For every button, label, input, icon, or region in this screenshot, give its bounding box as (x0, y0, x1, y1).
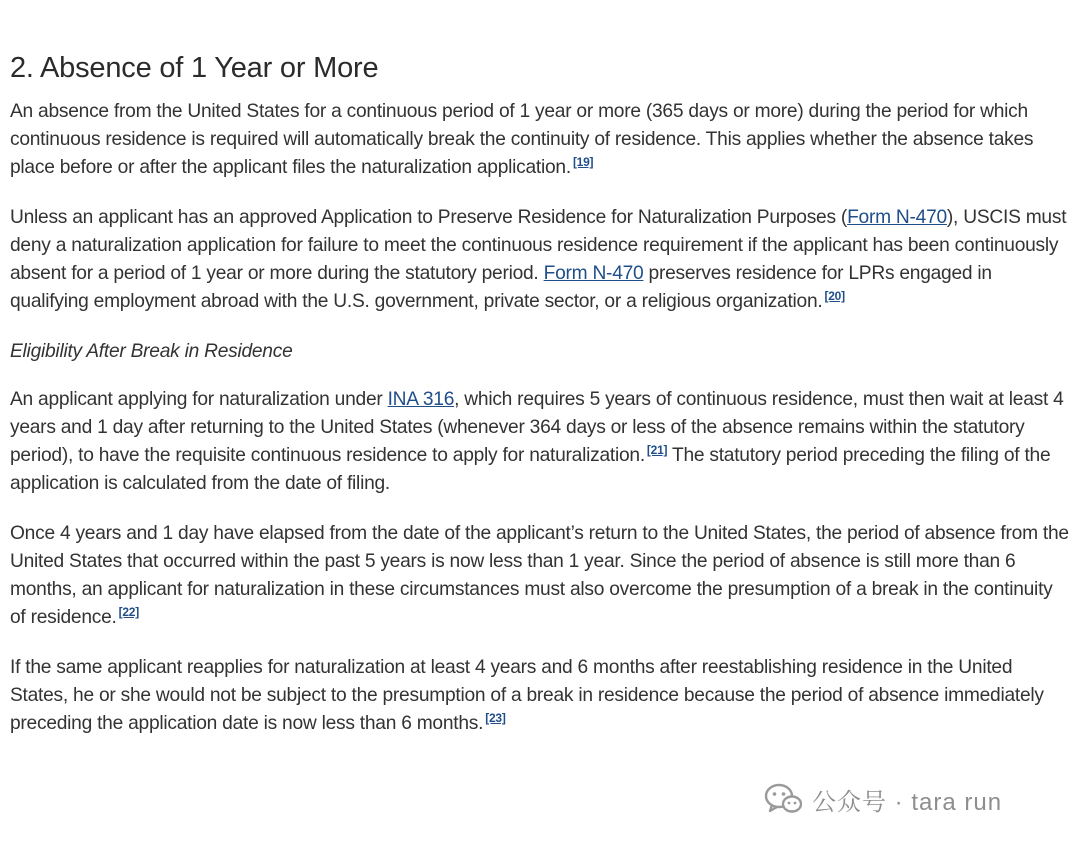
paragraph-ina-316 (10, 386, 1072, 498)
form-n470-link[interactable]: Form N-470 (847, 207, 947, 228)
paragraph-four-years-elapsed (10, 520, 1072, 632)
subheading: Eligibility After Break in Residence (10, 341, 293, 362)
paragraph-reapply (10, 654, 1072, 738)
article (10, 48, 1072, 760)
footnote-link-21[interactable]: [21] (646, 443, 668, 457)
footnote-link-23[interactable]: [23] (485, 711, 506, 725)
footnote-link-19[interactable]: [19] (572, 155, 594, 169)
footnote-link-22[interactable]: [22] (118, 605, 139, 619)
paragraph-form-n470 (10, 204, 1072, 316)
watermark (764, 782, 1002, 816)
form-n470-link-2[interactable]: Form N-470 (543, 263, 644, 284)
paragraph-absence-rule (10, 98, 1072, 182)
section-heading: 2. Absence of 1 Year or More (10, 52, 379, 84)
footnote-link-20[interactable]: [20] (824, 289, 845, 303)
paragraph-text: preserves residence for LPRs engaged in qualifying employment abroad with the U.S. government, private sector, or a religious organization. (10, 263, 992, 312)
paragraph-text: Unless an applicant has an approved Application to Preserve Residence for Naturalization Purposes ( (10, 207, 848, 228)
paragraph-text: If the same applicant reapplies for naturalization at least 4 years and 6 months after reestablishing residence in the United States, he or she would not be subject to the presumption of a break in residence because the period of absence immediately preceding the application date is now less than 6 months. (10, 657, 1044, 734)
paragraph-text: , which requires 5 years of continuous residence, must then wait at least 4 years and 1 day after returning to the United States (whenever 364 days or less of the absence remains within the statutory period), to have the requisite continuous residence to apply for naturalization. (10, 389, 1064, 466)
watermark-text: 公众号 · tara run (812, 788, 1003, 816)
paragraph-text: ), USCIS must deny a naturalization application for failure to meet the continuous residence requirement if the applicant has been continuously absent for a period of 1 year or more during the statutory period. (10, 207, 1067, 284)
paragraph-text: An applicant applying for naturalization under (10, 389, 388, 410)
wechat-logo-icon (764, 783, 802, 815)
paragraph-text: The statutory period preceding the filing of the application is calculated from the date of filing. (10, 445, 1051, 494)
paragraph-text: Once 4 years and 1 day have elapsed from the date of the applicant’s return to the United States, the period of absence from the United States that occurred within the past 5 years is now less than 1 year. Since the period of absence is still more than 6 months, an applicant for naturalization in these circumstances must also overcome the presumption of a break in the continuity of residence. (10, 523, 1069, 628)
paragraph-text: An absence from the United States for a continuous period of 1 year or more (365 days or more) during the period for which continuous residence is required will automatically break the continuity of residence. This applies whether the absence takes place before or after the applicant files the naturalization application. (10, 101, 1034, 178)
ina-316-link[interactable]: INA 316 (387, 389, 455, 410)
